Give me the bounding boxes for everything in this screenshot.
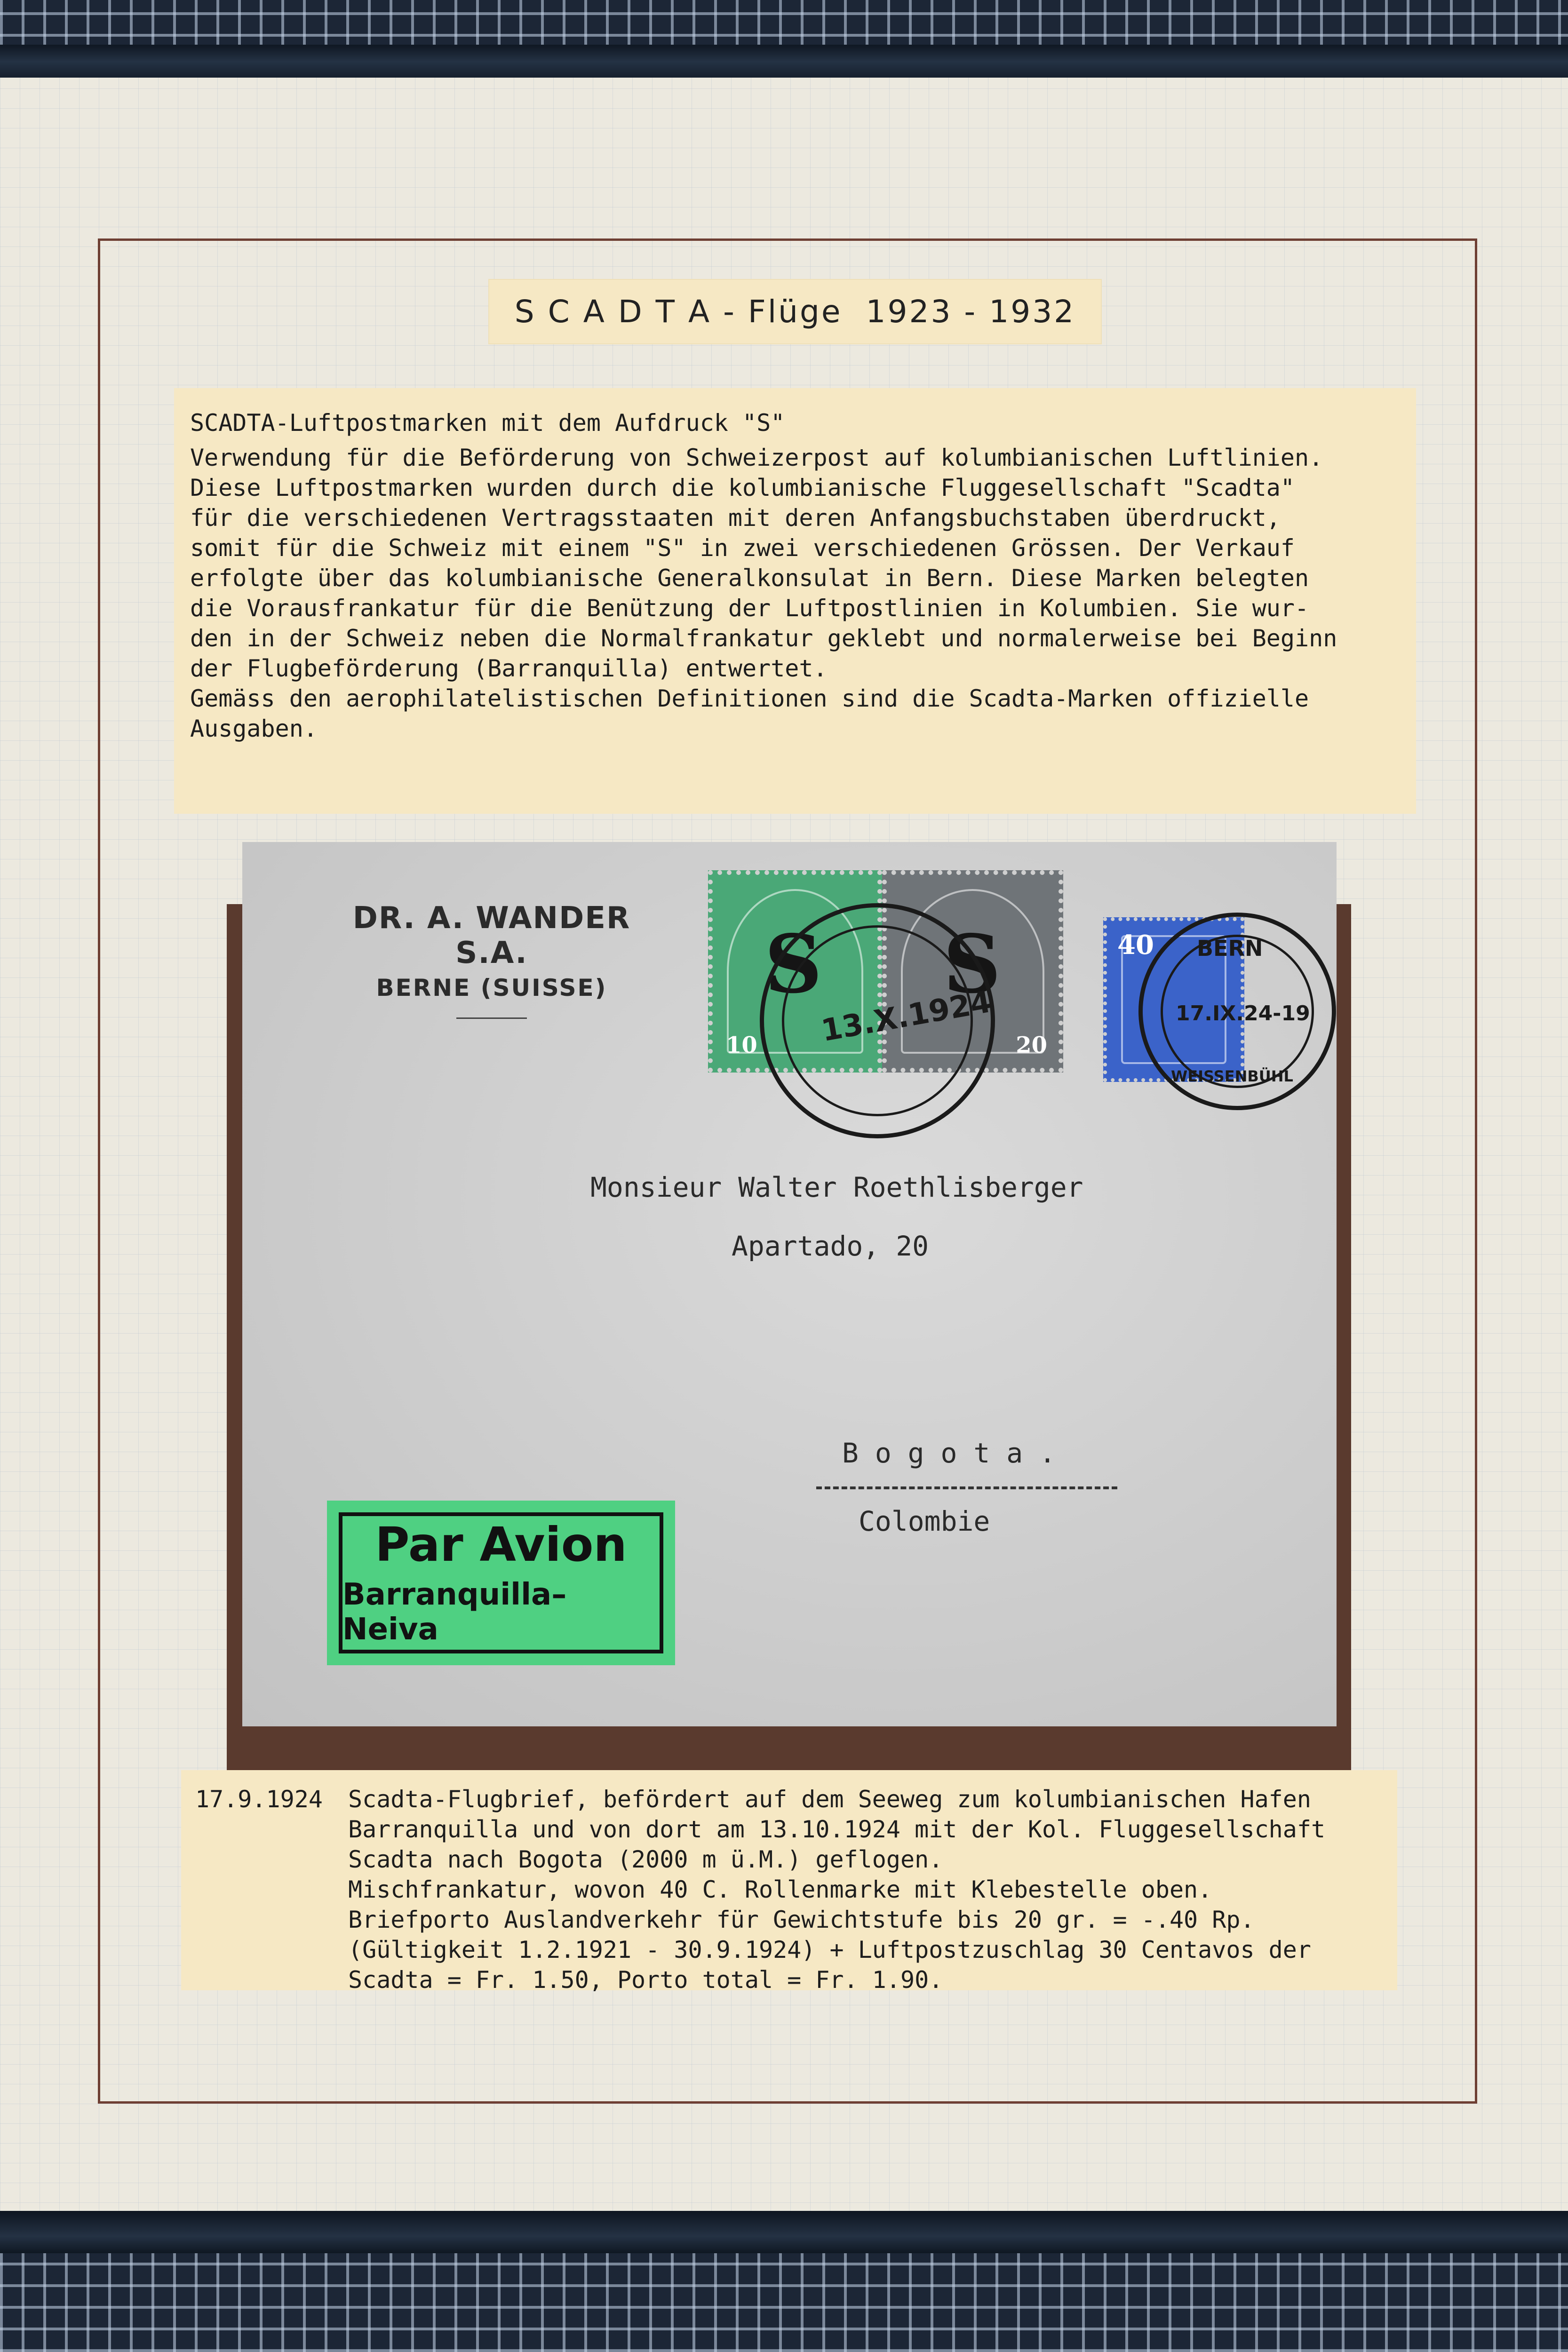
par-avion-title: Par Avion — [375, 1517, 627, 1572]
intro-line: Gemäss den aerophilatelistischen Definitionen sind die Scadta-Marken offizielle — [190, 685, 1309, 712]
caption-line: Scadta = Fr. 1.50, Porto total = Fr. 1.90. — [348, 1966, 943, 1994]
intro-line: Verwendung für die Beförderung von Schweizerpost auf kolumbianischen Luftlinien. — [190, 444, 1323, 471]
sender-city: BERNE (SUISSE) — [376, 974, 607, 1001]
stamp-value: 40 — [1117, 930, 1154, 961]
postmark-city: BERN — [1197, 936, 1263, 961]
caption-text-panel — [181, 1770, 1397, 1994]
page-title: S C A D T A - Flüge 1923 - 1932 — [489, 280, 1101, 343]
address-city: B o g o t a . — [842, 1437, 1056, 1469]
intro-heading: SCADTA-Luftpostmarken mit dem Aufdruck "S" — [190, 409, 785, 437]
bern-cancel-postmark — [1138, 913, 1336, 1110]
address-postbox: Apartado, 20 — [732, 1230, 929, 1262]
par-avion-frame — [339, 1512, 663, 1653]
address-recipient: Monsieur Walter Roethlisberger — [590, 1171, 1083, 1203]
caption-lines — [348, 1784, 1325, 1995]
intro-line: der Flugbeförderung (Barranquilla) entwertet. — [190, 655, 828, 682]
caption-line: Scadta-Flugbrief, befördert auf dem Seeweg zum kolumbianischen Hafen — [348, 1786, 1311, 1813]
sender-underline — [456, 1017, 527, 1019]
sender-name: DR. A. WANDER S.A. — [352, 901, 631, 970]
postmark-date: 17.IX.24-19 — [1176, 1001, 1310, 1025]
intro-line: für die verschiedenen Vertragsstaaten mit deren Anfangsbuchstaben überdruckt, — [190, 504, 1281, 532]
stamp-overprint: S — [764, 917, 822, 1011]
postmark-date: 13.X.1924 — [819, 984, 994, 1049]
stamp-overprint: S — [943, 917, 1001, 1011]
intro-line: die Vorausfrankatur für die Benützung der Luftpostlinien in Kolumbien. Sie wur- — [190, 595, 1309, 622]
intro-line: Diese Luftpostmarken wurden durch die kolumbianische Fluggesellschaft "Scadta" — [190, 474, 1295, 501]
intro-line: den in der Schweiz neben die Normalfrankatur geklebt und normalerweise bei Beginn — [190, 625, 1337, 652]
caption-line: Scadta nach Bogota (2000 m ü.M.) geflogen. — [348, 1846, 943, 1873]
intro-line: somit für die Schweiz mit einem "S" in zwei verschiedenen Grössen. Der Verkauf — [190, 534, 1295, 562]
caption-line: Barranquilla und von dort am 13.10.1924 mit der Kol. Fluggesellschaft — [348, 1816, 1326, 1843]
intro-line: erfolgte über das kolumbianische Generalkonsulat in Bern. Diese Marken belegten — [190, 564, 1309, 592]
address-underline — [816, 1486, 1117, 1489]
airmail-cover — [242, 842, 1337, 1726]
postmark-office: WEISSENBÜHL — [1171, 1067, 1293, 1085]
intro-text-panel — [174, 388, 1416, 814]
caption-date: 17.9.1924 — [195, 1786, 323, 1813]
address-country: Colombie — [859, 1505, 990, 1537]
stamp-value: 20 — [1016, 1032, 1047, 1058]
par-avion-route: Barranquilla–Neiva — [342, 1577, 567, 1647]
caption-line: Briefporto Auslandverkehr für Gewichtstufe bis 20 gr. = -.40 Rp. — [348, 1906, 1255, 1933]
binder-bottom-edge — [0, 2211, 1568, 2253]
intro-line: Ausgaben. — [190, 715, 318, 742]
stamp-value: 10 — [726, 1032, 757, 1058]
caption-line: Mischfrankatur, wovon 40 C. Rollenmarke mit Klebestelle oben. — [348, 1876, 1212, 1903]
par-avion-label — [327, 1501, 675, 1665]
scadta-cancel-postmark — [760, 903, 995, 1138]
sender-imprint — [327, 901, 656, 1019]
caption-line: (Gültigkeit 1.2.1921 - 30.9.1924) + Luftpostzuschlag 30 Centavos der — [348, 1936, 1311, 1963]
